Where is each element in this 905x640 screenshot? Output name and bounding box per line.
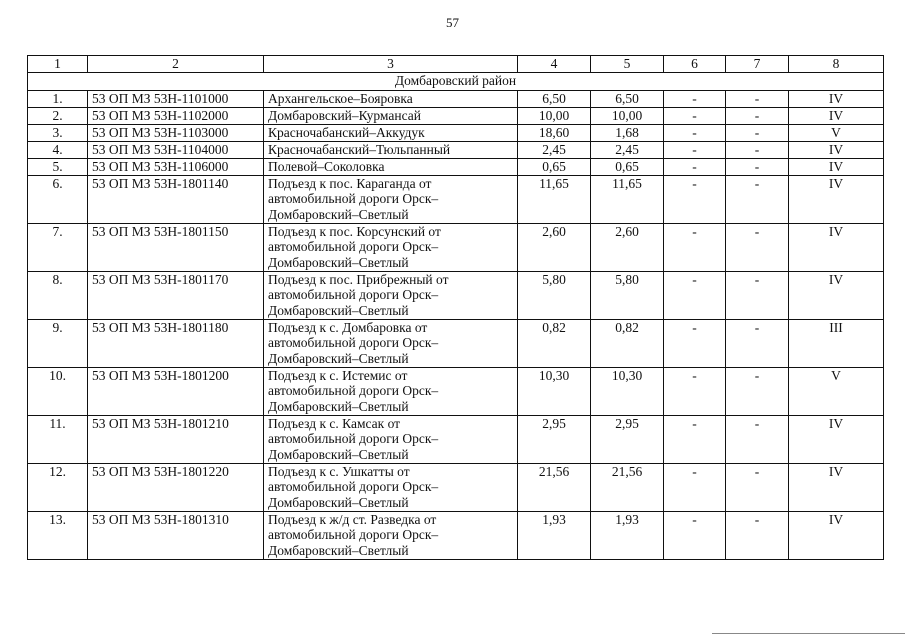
header-cell-4: 4 <box>518 56 591 73</box>
length-col5: 2,45 <box>591 141 664 158</box>
road-code: 53 ОП МЗ 53Н-1801140 <box>88 175 264 223</box>
header-cell-8: 8 <box>789 56 884 73</box>
table-row <box>28 463 884 511</box>
road-code: 53 ОП МЗ 53Н-1103000 <box>88 124 264 141</box>
road-name-line: автомобильной дороги Орск– <box>268 383 439 398</box>
road-category: IV <box>789 511 884 559</box>
col7-value: - <box>726 319 789 367</box>
road-name-line: Домбаровский–Светлый <box>268 446 409 462</box>
road-name-line: Домбаровский–Светлый <box>268 398 409 414</box>
table-row <box>28 175 884 223</box>
road-name-line: Домбаровский–Светлый <box>268 254 409 270</box>
col7-value: - <box>726 463 789 511</box>
col7-value: - <box>726 223 789 271</box>
length-total: 18,60 <box>518 124 591 141</box>
length-total: 11,65 <box>518 175 591 223</box>
road-name-line: Подъезд к с. Истемис от <box>268 367 408 383</box>
table-row <box>28 124 884 141</box>
length-total: 10,00 <box>518 107 591 124</box>
length-col5: 11,65 <box>591 175 664 223</box>
road-category: IV <box>789 463 884 511</box>
road-name-line: Архангельское–Бояровка <box>268 90 413 106</box>
col7-value: - <box>726 271 789 319</box>
length-col5: 10,30 <box>591 367 664 415</box>
page-number: 57 <box>446 15 459 30</box>
road-category: IV <box>789 107 884 124</box>
road-name <box>264 158 518 175</box>
row-number: 4. <box>28 141 88 158</box>
length-col5: 6,50 <box>591 90 664 107</box>
col6-value: - <box>664 415 726 463</box>
header-cell-6: 6 <box>664 56 726 73</box>
road-name-line: Подъезд к пос. Корсунский от <box>268 223 441 239</box>
header-cell-2: 2 <box>88 56 264 73</box>
row-number: 12. <box>28 463 88 511</box>
road-category: IV <box>789 141 884 158</box>
row-number: 1. <box>28 90 88 107</box>
road-category: III <box>789 319 884 367</box>
road-name-line: Домбаровский–Светлый <box>268 350 409 366</box>
col6-value: - <box>664 271 726 319</box>
length-total: 21,56 <box>518 463 591 511</box>
road-name-line: Домбаровский–Светлый <box>268 302 409 318</box>
length-col5: 1,68 <box>591 124 664 141</box>
length-total: 2,60 <box>518 223 591 271</box>
road-name <box>264 511 518 559</box>
table-row <box>28 511 884 559</box>
col7-value: - <box>726 141 789 158</box>
col6-value: - <box>664 367 726 415</box>
col6-value: - <box>664 511 726 559</box>
col7-value: - <box>726 107 789 124</box>
road-name-line: Домбаровский–Курмансай <box>268 107 421 123</box>
table-row <box>28 367 884 415</box>
col7-value: - <box>726 367 789 415</box>
road-name <box>264 90 518 107</box>
road-code: 53 ОП МЗ 53Н-1801170 <box>88 271 264 319</box>
road-code: 53 ОП МЗ 53Н-1801220 <box>88 463 264 511</box>
road-name-line: автомобильной дороги Орск– <box>268 335 439 350</box>
header-cell-5: 5 <box>591 56 664 73</box>
length-col5: 2,60 <box>591 223 664 271</box>
length-total: 2,45 <box>518 141 591 158</box>
road-category: IV <box>789 158 884 175</box>
header-row <box>28 56 884 73</box>
road-code: 53 ОП МЗ 53Н-1102000 <box>88 107 264 124</box>
road-name <box>264 223 518 271</box>
col6-value: - <box>664 124 726 141</box>
district-row <box>28 72 884 90</box>
length-col5: 5,80 <box>591 271 664 319</box>
table-row <box>28 415 884 463</box>
header-cell-3: 3 <box>264 56 518 73</box>
road-category: IV <box>789 175 884 223</box>
length-col5: 0,82 <box>591 319 664 367</box>
road-name-line: Подъезд к с. Камсак от <box>268 415 401 431</box>
road-name-line: автомобильной дороги Орск– <box>268 479 439 494</box>
road-name <box>264 319 518 367</box>
col7-value: - <box>726 175 789 223</box>
col7-value: - <box>726 415 789 463</box>
road-name-line: Красночабанский–Тюльпанный <box>268 141 451 157</box>
road-name <box>264 415 518 463</box>
row-number: 11. <box>28 415 88 463</box>
road-category: V <box>789 124 884 141</box>
road-code: 53 ОП МЗ 53Н-1801180 <box>88 319 264 367</box>
district-title: Домбаровский район <box>28 72 884 90</box>
col7-value: - <box>726 90 789 107</box>
road-name <box>264 367 518 415</box>
road-code: 53 ОП МЗ 53Н-1801150 <box>88 223 264 271</box>
row-number: 13. <box>28 511 88 559</box>
table-row <box>28 319 884 367</box>
length-total: 6,50 <box>518 90 591 107</box>
table-row <box>28 158 884 175</box>
road-category: IV <box>789 223 884 271</box>
road-name <box>264 271 518 319</box>
road-name-line: Подъезд к пос. Караганда от <box>268 175 432 191</box>
road-name-line: автомобильной дороги Орск– <box>268 431 439 446</box>
road-name <box>264 141 518 158</box>
roads-table-body <box>28 56 884 560</box>
length-total: 2,95 <box>518 415 591 463</box>
row-number: 10. <box>28 367 88 415</box>
length-col5: 0,65 <box>591 158 664 175</box>
road-code: 53 ОП МЗ 53Н-1104000 <box>88 141 264 158</box>
length-total: 0,82 <box>518 319 591 367</box>
row-number: 7. <box>28 223 88 271</box>
length-col5: 2,95 <box>591 415 664 463</box>
row-number: 2. <box>28 107 88 124</box>
table-row <box>28 90 884 107</box>
road-name-line: Домбаровский–Светлый <box>268 494 409 510</box>
table-row <box>28 271 884 319</box>
row-number: 3. <box>28 124 88 141</box>
col7-value: - <box>726 158 789 175</box>
road-name-line: Полевой–Соколовка <box>268 158 385 174</box>
road-name-line: автомобильной дороги Орск– <box>268 287 439 302</box>
header-cell-1: 1 <box>28 56 88 73</box>
row-number: 8. <box>28 271 88 319</box>
road-name <box>264 124 518 141</box>
col6-value: - <box>664 141 726 158</box>
length-total: 1,93 <box>518 511 591 559</box>
road-name <box>264 463 518 511</box>
road-name-line: автомобильной дороги Орск– <box>268 191 439 206</box>
row-number: 9. <box>28 319 88 367</box>
length-total: 10,30 <box>518 367 591 415</box>
road-name <box>264 107 518 124</box>
col6-value: - <box>664 463 726 511</box>
col6-value: - <box>664 319 726 367</box>
row-number: 6. <box>28 175 88 223</box>
table-row <box>28 141 884 158</box>
length-total: 0,65 <box>518 158 591 175</box>
col6-value: - <box>664 223 726 271</box>
road-code: 53 ОП МЗ 53Н-1106000 <box>88 158 264 175</box>
page-edge-line <box>712 633 905 637</box>
table-row <box>28 107 884 124</box>
road-name-line: автомобильной дороги Орск– <box>268 239 439 254</box>
road-name-line: Подъезд к ж/д ст. Разведка от <box>268 511 437 527</box>
col6-value: - <box>664 175 726 223</box>
road-code: 53 ОП МЗ 53Н-1801310 <box>88 511 264 559</box>
length-col5: 21,56 <box>591 463 664 511</box>
road-name-line: Красночабанский–Аккудук <box>268 124 425 140</box>
road-code: 53 ОП МЗ 53Н-1101000 <box>88 90 264 107</box>
road-category: IV <box>789 271 884 319</box>
roads-table <box>27 55 884 560</box>
header-cell-7: 7 <box>726 56 789 73</box>
road-name-line: Подъезд к пос. Прибрежный от <box>268 271 449 287</box>
table-row <box>28 223 884 271</box>
road-category: IV <box>789 415 884 463</box>
road-category: IV <box>789 90 884 107</box>
col6-value: - <box>664 107 726 124</box>
col6-value: - <box>664 90 726 107</box>
col7-value: - <box>726 511 789 559</box>
road-name-line: Подъезд к с. Домбаровка от <box>268 319 428 335</box>
length-col5: 10,00 <box>591 107 664 124</box>
road-name-line: Подъезд к с. Ушкатты от <box>268 463 410 479</box>
length-total: 5,80 <box>518 271 591 319</box>
road-code: 53 ОП МЗ 53Н-1801210 <box>88 415 264 463</box>
road-code: 53 ОП МЗ 53Н-1801200 <box>88 367 264 415</box>
road-name-line: Домбаровский–Светлый <box>268 542 409 558</box>
road-name-line: Домбаровский–Светлый <box>268 206 409 222</box>
col6-value: - <box>664 158 726 175</box>
road-category: V <box>789 367 884 415</box>
road-name-line: автомобильной дороги Орск– <box>268 527 439 542</box>
length-col5: 1,93 <box>591 511 664 559</box>
row-number: 5. <box>28 158 88 175</box>
road-name <box>264 175 518 223</box>
col7-value: - <box>726 124 789 141</box>
